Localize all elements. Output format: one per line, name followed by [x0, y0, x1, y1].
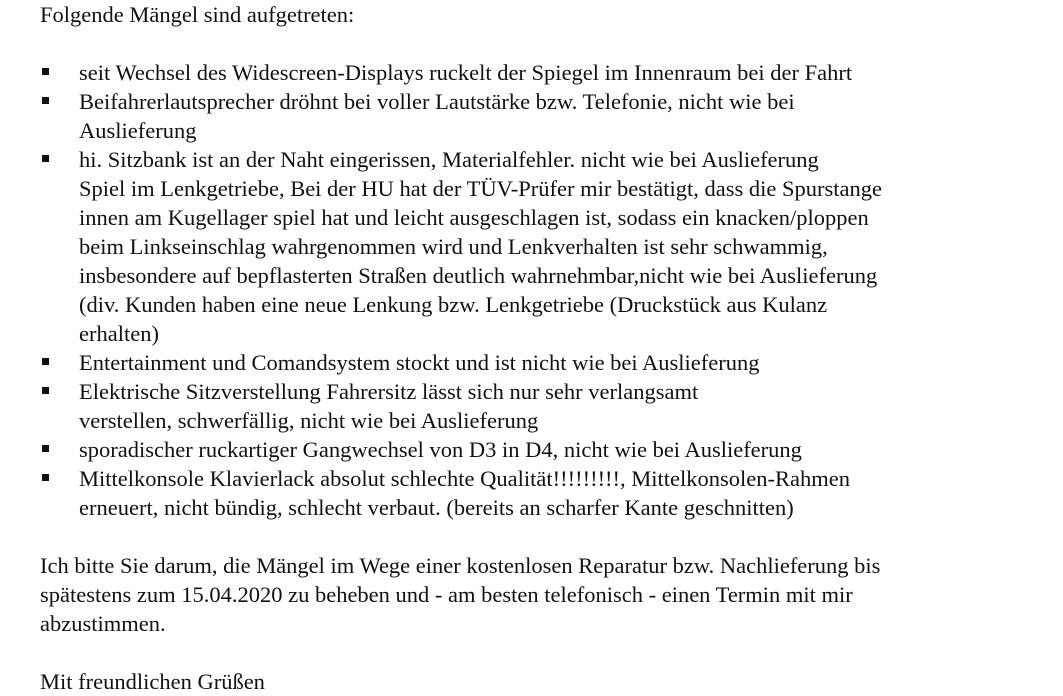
defect-line: Spiel im Lenkgetriebe, Bei der HU hat der TÜV-Prüfer mir bestätigt, dass die Spurstange — [79, 176, 882, 201]
bullet-icon — [42, 97, 49, 104]
defect-line: erneuert, nicht bündig, schlecht verbaut. (bereits an scharfer Kante geschnitten) — [79, 495, 794, 520]
defect-line: beim Linkseinschlag wahrgenommen wird und Lenkverhalten ist sehr schwammig, — [79, 234, 828, 259]
defect-item — [40, 145, 1050, 348]
defect-line: Auslieferung — [79, 118, 197, 143]
defect-line: (div. Kunden haben eine neue Lenkung bzw. Lenkgetriebe (Druckstück aus Kulanz — [79, 292, 828, 317]
bullet-icon — [42, 358, 49, 365]
defect-item — [40, 87, 1050, 145]
defect-line: innen am Kugellager spiel hat und leicht ausgeschlagen ist, sodass ein knacken/ploppen — [79, 205, 869, 230]
defect-item — [40, 58, 1050, 87]
defect-item — [40, 377, 1050, 435]
defect-item — [40, 464, 1050, 522]
closing-text: Mit freundlichen Grüßen — [40, 669, 265, 694]
request-paragraph — [40, 551, 1050, 638]
bullet-icon — [42, 474, 49, 481]
defect-line: Mittelkonsole Klavierlack absolut schlechte Qualität!!!!!!!!!, Mittelkonsolen-Rahmen — [79, 466, 851, 491]
bullet-icon — [42, 155, 49, 162]
defect-line: Beifahrerlautsprecher dröhnt bei voller Lautstärke bzw. Telefonie, nicht wie bei — [79, 89, 795, 114]
defect-line: sporadischer ruckartiger Gangwechsel von D3 in D4, nicht wie bei Auslieferung — [79, 437, 802, 462]
bullet-icon — [42, 387, 49, 394]
defect-item — [40, 435, 1050, 464]
defect-list — [40, 58, 1050, 522]
defect-line: hi. Sitzbank ist an der Naht eingerissen, Materialfehler. nicht wie bei Auslieferung — [79, 147, 819, 172]
intro-text: Folgende Mängel sind aufgetreten: — [40, 2, 355, 27]
defect-line: verstellen, schwerfällig, nicht wie bei Auslieferung — [79, 408, 539, 433]
defect-item — [40, 348, 1050, 377]
request-line: Ich bitte Sie darum, die Mängel im Wege einer kostenlosen Reparatur bzw. Nachlieferung bis — [40, 553, 881, 578]
bullet-icon — [42, 445, 49, 452]
defect-line: seit Wechsel des Widescreen-Displays ruckelt der Spiegel im Innenraum bei der Fahrt — [79, 60, 853, 85]
request-line: abzustimmen. — [40, 611, 166, 636]
request-line: spätestens zum 15.04.2020 zu beheben und - am besten telefonisch - einen Termin mit mir — [40, 582, 853, 607]
bullet-icon — [42, 68, 49, 75]
defect-line: Elektrische Sitzverstellung Fahrersitz lässt sich nur sehr verlangsamt — [79, 379, 699, 404]
defect-line: erhalten) — [79, 321, 159, 346]
letter-document — [40, 0, 1050, 696]
defect-line: insbesondere auf bepflasterten Straßen deutlich wahrnehmbar,nicht wie bei Auslieferung — [79, 263, 878, 288]
defect-line: Entertainment und Comandsystem stockt und ist nicht wie bei Auslieferung — [79, 350, 760, 375]
